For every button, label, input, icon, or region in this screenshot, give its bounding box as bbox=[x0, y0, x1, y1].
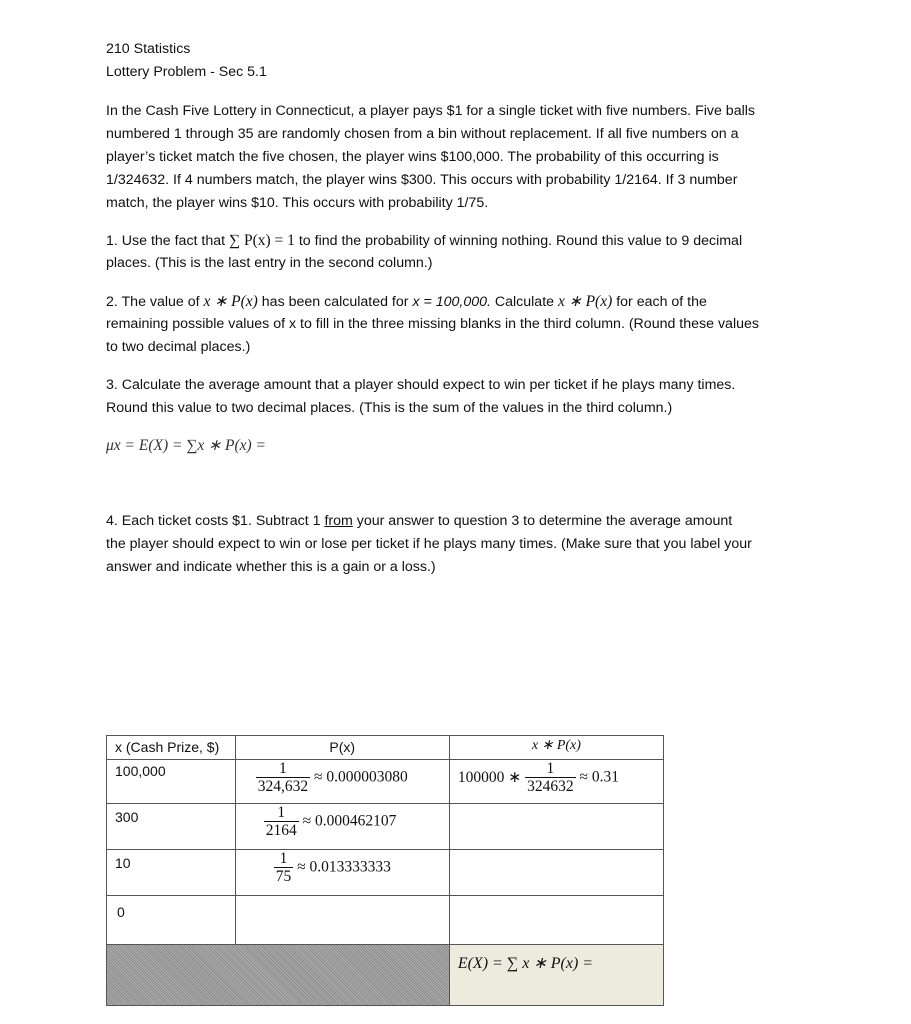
cell-px-blank[interactable] bbox=[235, 896, 449, 945]
q4-text: 4. Each ticket costs $1. Subtract 1 bbox=[106, 513, 325, 529]
table-header-row bbox=[107, 736, 664, 760]
cell-px bbox=[235, 850, 449, 896]
cell-x: 300 bbox=[107, 804, 236, 850]
question-2-line: remaining possible values of x to fill in the three missing blanks in the third column. (Round these values bbox=[106, 316, 759, 332]
page-subtitle: Lottery Problem - Sec 5.1 bbox=[106, 64, 267, 80]
header-probability: P(x) bbox=[235, 736, 449, 760]
q2-text: Calculate bbox=[490, 294, 558, 310]
intro-line: 1/324632. If 4 numbers match, the player wins $300. This occurs with probability 1/2164. If 3 number bbox=[106, 172, 738, 188]
fraction-denominator: 2164 bbox=[265, 822, 297, 839]
probability-fraction bbox=[256, 760, 310, 795]
cell-xpx-blank[interactable] bbox=[449, 804, 663, 850]
q2-text: 2. The value of bbox=[106, 294, 204, 310]
shaded-cell bbox=[107, 945, 450, 1006]
question-2-line bbox=[106, 290, 707, 314]
intro-line: match, the player wins $10. This occurs with probability 1/75. bbox=[106, 195, 489, 211]
q2-formula: x ∗ P(x) bbox=[557, 293, 613, 310]
cell-x: 100,000 bbox=[107, 760, 236, 804]
probability-fraction bbox=[274, 850, 294, 885]
question-1-line: places. (This is the last entry in the second column.) bbox=[106, 255, 433, 271]
question-4-line: answer and indicate whether this is a gain or a loss.) bbox=[106, 559, 436, 575]
xpx-prefix: 100000 ∗ bbox=[457, 769, 522, 786]
q2-text: for each of the bbox=[612, 294, 707, 310]
probability-fraction bbox=[264, 804, 299, 839]
probability-approx: ≈ 0.013333333 bbox=[297, 858, 391, 876]
xpx-approx: ≈ 0.31 bbox=[579, 768, 619, 786]
probability-approx: ≈ 0.000003080 bbox=[313, 768, 408, 786]
fraction-denominator: 75 bbox=[275, 868, 292, 885]
table-row bbox=[107, 850, 664, 896]
header-x-times-p: x ∗ P(x) bbox=[449, 736, 663, 760]
table-row bbox=[107, 804, 664, 850]
q2-text: has been calculated for bbox=[257, 294, 413, 310]
question-1-line bbox=[106, 229, 742, 253]
intro-line: player’s ticket match the five chosen, the player wins $100,000. The probability of this occurring is bbox=[106, 149, 719, 165]
expected-value-formula: μx = E(X) = ∑x ∗ P(x) = bbox=[106, 437, 267, 454]
q4-underlined: from bbox=[324, 513, 353, 529]
fraction-numerator: 1 bbox=[279, 850, 288, 867]
course-title: 210 Statistics bbox=[106, 41, 191, 57]
xpx-fraction bbox=[525, 760, 576, 795]
cell-xpx-blank[interactable] bbox=[449, 896, 663, 945]
cell-px bbox=[235, 760, 449, 804]
q1-text: 1. Use the fact that bbox=[106, 233, 230, 249]
sum-formula: E(X) = ∑ x ∗ P(x) = bbox=[457, 955, 594, 972]
table-row bbox=[107, 760, 664, 804]
cell-x: 10 bbox=[107, 850, 236, 896]
question-3-line: Round this value to two decimal places. (This is the sum of the values in the third column.) bbox=[106, 400, 673, 416]
table-sum-row bbox=[107, 945, 664, 1006]
cell-xpx bbox=[449, 760, 663, 804]
table-row bbox=[107, 896, 664, 945]
fraction-numerator: 1 bbox=[277, 804, 286, 821]
fraction-numerator: 1 bbox=[546, 760, 555, 777]
q4-text: your answer to question 3 to determine the average amount bbox=[352, 513, 733, 529]
question-2-line: to two decimal places.) bbox=[106, 339, 251, 355]
fraction-denominator: 324,632 bbox=[257, 778, 309, 795]
cell-x: 0 bbox=[107, 896, 236, 945]
question-4-line bbox=[106, 510, 732, 533]
cell-xpx-blank[interactable] bbox=[449, 850, 663, 896]
cell-px bbox=[235, 804, 449, 850]
intro-line: numbered 1 through 35 are randomly chosen from a bin without replacement. If all five numbers on a bbox=[106, 126, 739, 142]
fraction-numerator: 1 bbox=[279, 760, 287, 777]
q2-italic: x = 100,000. bbox=[412, 294, 491, 310]
question-4-line: the player should expect to win or lose per ticket if he plays many times. (Make sure that you label your bbox=[106, 536, 752, 552]
sum-cell[interactable] bbox=[449, 945, 663, 1006]
probability-table bbox=[106, 735, 664, 1006]
header-cash-prize: x (Cash Prize, $) bbox=[107, 736, 236, 760]
q1-formula: ∑ P(x) = 1 bbox=[229, 232, 295, 249]
question-3-line: 3. Calculate the average amount that a player should expect to win per ticket if he plays many times. bbox=[106, 377, 736, 393]
probability-approx: ≈ 0.000462107 bbox=[302, 812, 397, 830]
fraction-denominator: 324632 bbox=[527, 778, 574, 795]
q1-text: to find the probability of winning nothing. Round this value to 9 decimal bbox=[294, 233, 743, 249]
intro-line: In the Cash Five Lottery in Connecticut, a player pays $1 for a single ticket with five numbers. Five balls bbox=[106, 103, 755, 119]
q2-formula: x ∗ P(x) bbox=[203, 293, 258, 310]
